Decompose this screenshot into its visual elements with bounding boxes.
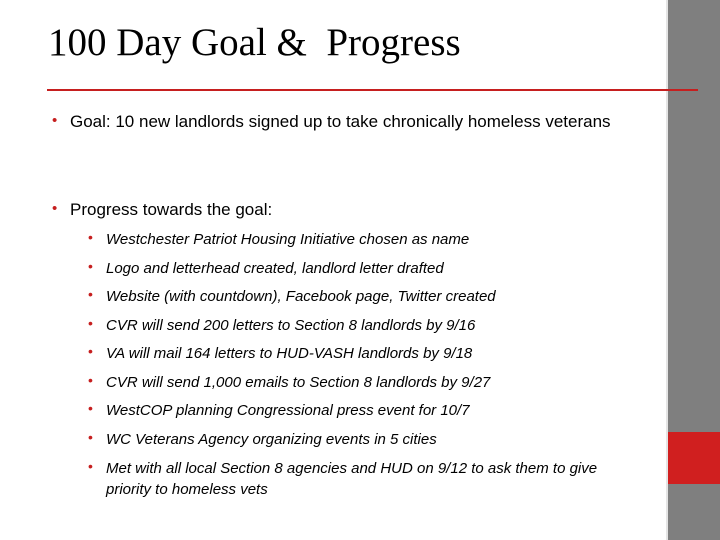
sub-bullet-point-icon: • — [88, 315, 93, 331]
sub-bullet-text: Westchester Patriot Housing Initiative chosen as name — [106, 231, 470, 248]
sub-bullet-text: Met with all local Section 8 agencies and HUD on 9/12 to ask them to give priority to homeless vets — [106, 460, 598, 498]
bullet-goal — [52, 110, 632, 134]
sub-bullet-text: CVR will send 1,000 emails to Section 8 landlords by 9/27 — [106, 374, 491, 391]
sub-bullet-item — [88, 343, 628, 364]
sub-bullet-item — [88, 400, 628, 421]
bullet-progress — [52, 198, 632, 222]
sub-bullet-text: WC Veterans Agency organizing events in 5 cities — [106, 431, 437, 448]
slide-accent-block — [668, 432, 720, 484]
sub-bullet-point-icon: • — [88, 286, 93, 302]
bullet-point-icon: • — [52, 200, 58, 217]
sub-bullet-item — [88, 258, 628, 279]
sub-bullet-item — [88, 458, 608, 500]
sub-bullet-text: WestCOP planning Congressional press event for 10/7 — [106, 402, 470, 419]
sub-bullet-point-icon: • — [88, 429, 93, 445]
sub-bullet-item — [88, 286, 628, 307]
sub-bullet-point-icon: • — [88, 229, 93, 245]
bullet-progress-text: Progress towards the goal: — [70, 200, 273, 219]
bullet-point-icon: • — [52, 112, 58, 129]
sub-bullet-item — [88, 315, 628, 336]
sub-bullet-text: CVR will send 200 letters to Section 8 landlords by 9/16 — [106, 317, 476, 334]
bullet-goal-text: Goal: 10 new landlords signed up to take chronically homeless veterans — [70, 112, 611, 131]
sub-bullet-item — [88, 429, 628, 450]
sub-bullet-item — [88, 372, 628, 393]
sub-bullet-text: Logo and letterhead created, landlord letter drafted — [106, 260, 444, 277]
sub-bullet-point-icon: • — [88, 458, 93, 474]
sub-bullet-text: Website (with countdown), Facebook page, Twitter created — [106, 288, 496, 305]
sub-bullet-point-icon: • — [88, 343, 93, 359]
slide-title: 100 Day Goal & Progress — [48, 21, 461, 64]
sub-bullet-point-icon: • — [88, 258, 93, 274]
sub-bullet-text: VA will mail 164 letters to HUD-VASH landlords by 9/18 — [106, 345, 473, 362]
sub-bullet-point-icon: • — [88, 400, 93, 416]
sub-bullet-point-icon: • — [88, 372, 93, 388]
sub-bullet-item — [88, 229, 628, 250]
